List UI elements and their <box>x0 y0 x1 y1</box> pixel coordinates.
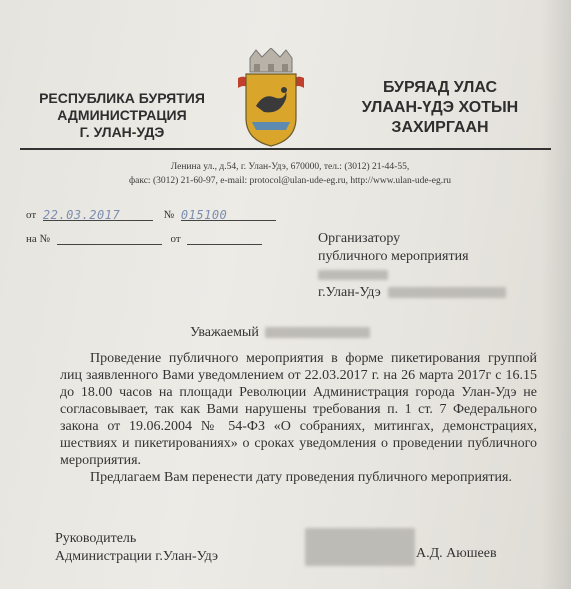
header-right-line-1: БУРЯАД УЛАС <box>382 79 498 96</box>
city-coat-of-arms-icon <box>236 48 306 148</box>
from-label: от <box>26 209 37 221</box>
number-label: № <box>163 209 175 221</box>
header-left-line-2: АДМИНИСТРАЦИЯ <box>57 107 187 123</box>
contact-line-1: Ленина ул., д.54, г. Улан-Удэ, 670000, тел.: (3012) 21-44-55, <box>170 162 410 172</box>
addressee-city: г.Улан-Удэ <box>318 285 381 300</box>
header-right-line-2: УЛААН-ҮДЭ ХОТЫН <box>361 99 519 116</box>
header-left-line-1: РЕСПУБЛИКА БУРЯТИЯ <box>39 90 205 106</box>
to-number-label: на № <box>26 233 51 245</box>
redaction <box>388 287 506 298</box>
signatory-title-line-2: Администрации г.Улан-Удэ <box>55 549 219 564</box>
addressee-block <box>318 230 558 302</box>
number-value: 015100 <box>180 208 228 222</box>
from-date-value: 22.03.2017 <box>42 208 121 222</box>
salutation <box>190 325 370 341</box>
body-paragraph-1: Проведение публичного мероприятия в форме пикетирования группой лиц заявленного Вами уведомлением от 22.03.2017 г. на 26 марта 2017г с 16.15 до 18.00 часов на площади Революции Администрация города Улан-Удэ не согласовывает, так как Вами нарушены требования п. 1 ст. 7 Федерального закона от 19.06.2004 № 54-ФЗ «О собраниях, митингах, демонстрациях, шествиях и пикетированиях» о сроках уведомления о проведении публичного мероприятия. <box>60 351 537 468</box>
number-field <box>181 208 276 221</box>
salutation-text: Уважаемый <box>190 325 259 340</box>
addressee-name-redacted <box>318 266 558 284</box>
from-date-field <box>43 208 153 221</box>
signature-redaction <box>305 528 415 566</box>
redaction <box>318 270 388 280</box>
to-from-label: от <box>170 233 181 245</box>
addressee-line-1: Организатору <box>318 231 401 246</box>
signatory-name: А.Д. Аюшеев <box>416 546 497 561</box>
header-left-line-3: Г. УЛАН-УДЭ <box>79 124 165 140</box>
signatory-title <box>55 530 218 566</box>
redaction <box>305 528 415 566</box>
header-divider <box>20 148 551 150</box>
header-buryat <box>350 78 530 138</box>
outgoing-date-row <box>26 208 276 221</box>
letter-body <box>60 350 537 486</box>
reference-row <box>26 232 262 245</box>
header-russian <box>22 90 222 141</box>
addressee-address <box>318 284 558 302</box>
body-paragraph-2: Предлагаем Вам перенести дату проведения публичного мероприятия. <box>90 470 512 485</box>
signatory-title-line-1: Руководитель <box>55 531 137 546</box>
page-edge-shadow <box>541 0 571 589</box>
header-right-line-3: ЗАХИРГААН <box>391 119 489 136</box>
addressee-line-2: публичного мероприятия <box>318 249 469 264</box>
contact-info <box>110 160 470 188</box>
redaction <box>265 327 370 338</box>
to-from-field <box>187 232 262 245</box>
to-number-field <box>57 232 162 245</box>
contact-line-2: факс: (3012) 21-60-97, e-mail: protocol@ulan-ude-eg.ru, http://www.ulan-ude-eg.ru <box>128 176 452 186</box>
